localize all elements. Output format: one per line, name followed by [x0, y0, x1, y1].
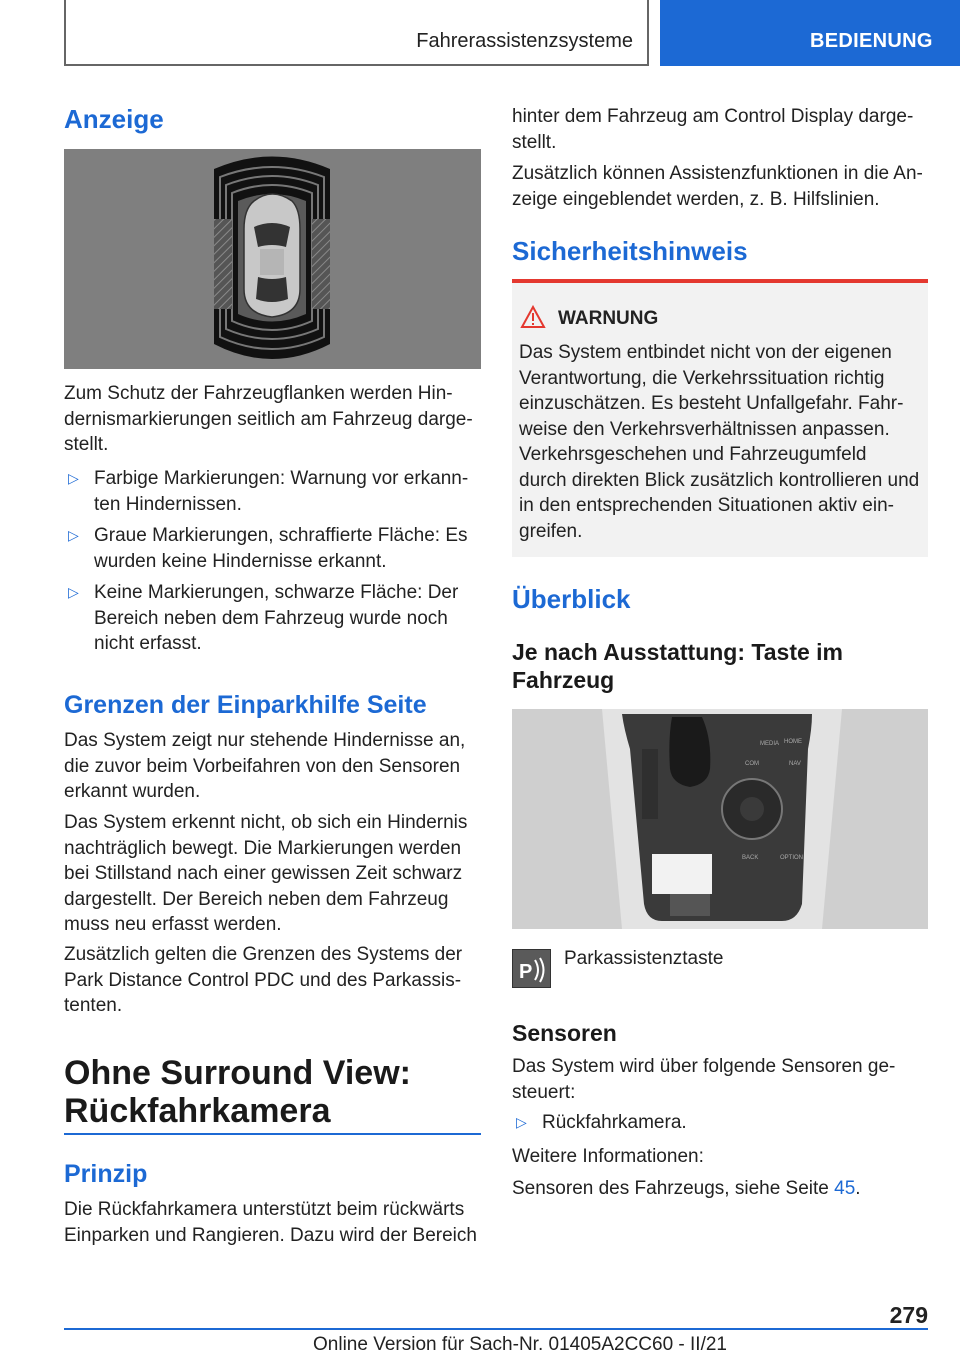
parking-display-illustration — [64, 149, 481, 369]
list-item-text: Graue Markierungen, schraffierte Fläche: Es wurden keine Hindernisse erkannt. — [94, 525, 468, 572]
sensoren-reference — [512, 1176, 861, 1202]
grenzen-paragraph-2: Das System erkennt nicht, ob sich ein Hindernis nachträglich bewegt. Die Markierungen werden bei Stillstand nach einer gewissen Zeit schwarz dargestellt. Der Bereich neben dem Fahrzeug muss neu erfasst werden. — [64, 812, 468, 935]
list-item-text: Rückfahrkamera. — [542, 1112, 687, 1133]
console-label-media: MEDIA — [760, 741, 780, 747]
center-console-illustration — [512, 709, 928, 929]
console-label-back: BACK — [742, 855, 759, 861]
heading-anzeige: Anzeige — [64, 104, 164, 134]
list-item — [64, 466, 481, 517]
anzeige-paragraph: Zum Schutz der Fahrzeugflanken werden Hin- dernismarkierungen seitlich am Fahrzeug darge- stellt. — [64, 383, 473, 455]
header-section-box — [64, 0, 649, 66]
header-chapter-tab[interactable] — [660, 0, 960, 66]
bullet-triangle-icon: ▷ — [516, 1114, 527, 1130]
warning-box — [512, 279, 928, 557]
heading-rule — [64, 1133, 481, 1135]
footer-rule — [64, 1328, 928, 1330]
list-item — [512, 1110, 928, 1136]
grenzen-paragraph-1: Das System zeigt nur stehende Hindernisse an, die zuvor beim Vorbeifahren von den Sensoren erkannt wurden. — [64, 730, 466, 802]
heading-prinzip: Prinzip — [64, 1160, 148, 1188]
page-link[interactable]: 45 — [834, 1178, 856, 1199]
footer-online-version: Online Version für Sach-Nr. 01405A2CC60 - II/21 — [313, 1334, 728, 1355]
prinzip-paragraph: Die Rückfahrkamera unterstützt beim rückwärts Einparken und Rangieren. Dazu wird der Bereich — [64, 1199, 477, 1246]
console-label-option: OPTION — [780, 855, 804, 861]
header-chapter-title: BEDIENUNG — [810, 30, 933, 52]
bullet-triangle-icon: ▷ — [68, 527, 79, 543]
svg-text:P: P — [519, 961, 533, 983]
heading-sicherheitshinweis: Sicherheitshinweis — [512, 236, 748, 266]
display-image — [64, 149, 481, 369]
grenzen-paragraph-3: Zusätzlich gelten die Grenzen des Systems der Park Distance Control PDC und des Parkassis- tenten. — [64, 944, 463, 1016]
list-item — [64, 523, 481, 574]
reference-text: Sensoren des Fahrzeugs, siehe Seite — [512, 1178, 835, 1199]
park-assist-button-icon — [512, 949, 551, 988]
list-item-text: Keine Markierungen, schwarze Fläche: Der Bereich neben dem Fahrzeug wurde noch nicht erfasst. — [94, 582, 459, 654]
continued-paragraph: hinter dem Fahrzeug am Control Display darge- stellt. — [512, 106, 914, 153]
warning-triangle-icon — [520, 305, 546, 329]
bullet-triangle-icon: ▷ — [68, 470, 79, 486]
heading-ohne-surround-view — [64, 1054, 411, 1130]
heading-taste: Je nach Ausstattung: Taste im Fahrzeug — [512, 639, 844, 693]
heading-grenzen: Grenzen der Einparkhilfe Seite — [64, 691, 427, 719]
console-label-home: HOME — [784, 739, 802, 745]
warning-title: WARNUNG — [558, 308, 659, 329]
park-assist-label: Parkassistenztaste — [564, 948, 724, 969]
sensoren-paragraph: Das System wird über folgende Sensoren ge- steuert: — [512, 1056, 896, 1103]
console-image — [512, 709, 928, 929]
console-label-nav: NAV — [789, 761, 801, 767]
heading-line-1: Ohne Surround View: — [64, 1054, 411, 1092]
reference-end: . — [855, 1178, 861, 1199]
heading-ueberblick: Überblick — [512, 584, 631, 614]
header-section-title: Fahrerassistenzsysteme — [416, 30, 633, 52]
page-number: 279 — [889, 1302, 928, 1328]
weitere-informationen: Weitere Informationen: — [512, 1146, 704, 1167]
heading-line-2: Rückfahrkamera — [64, 1092, 331, 1130]
list-item — [64, 580, 481, 657]
bullet-triangle-icon: ▷ — [68, 584, 79, 600]
list-item-text: Farbige Markierungen: Warnung vor erkann- ten Hindernissen. — [94, 468, 469, 515]
assist-paragraph: Zusätzlich können Assistenzfunktionen in die An- zeige eingeblendet werden, z. B. Hilfslinien. — [512, 163, 923, 210]
heading-sensoren: Sensoren — [512, 1020, 617, 1046]
warning-text: Das System entbindet nicht von der eigenen Verantwortung, die Verkehrssituation richtig einzuschätzen. Es besteht Unfallgefahr. Fahr- weise den Verkehrsverhältnissen anpassen. Verkehrsgeschehen und Fahrzeugumfeld durch direkten Blick zusätzlich kontrollieren und in den entsprechenden Situationen aktiv ein- greifen. — [519, 342, 920, 542]
console-label-com: COM — [745, 761, 759, 767]
